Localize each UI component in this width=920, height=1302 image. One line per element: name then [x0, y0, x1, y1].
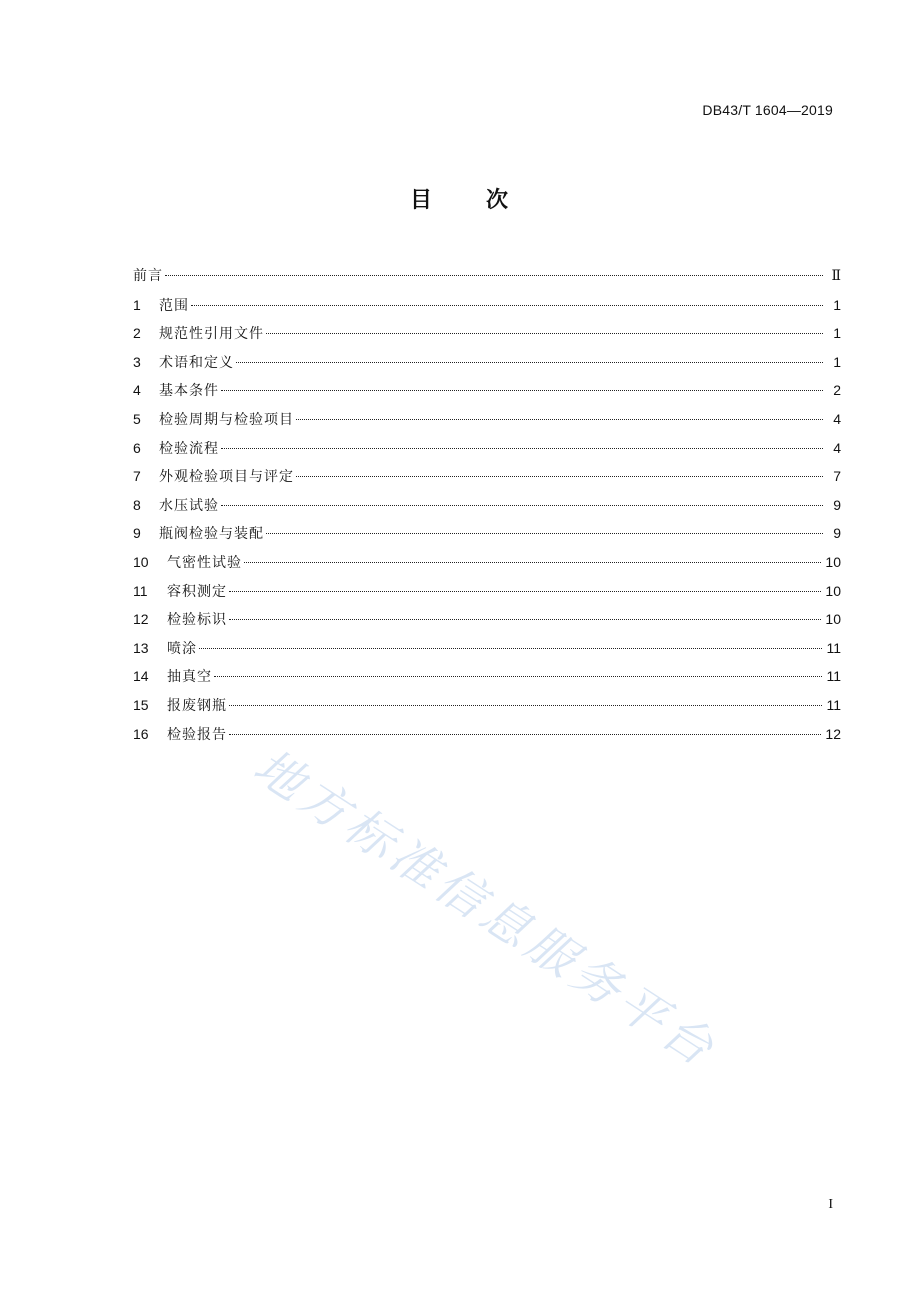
- toc-entry[interactable]: [133, 376, 841, 405]
- toc-entry-page: 9: [833, 496, 841, 513]
- toc-entry[interactable]: [133, 605, 841, 634]
- toc-entry-number: 3: [133, 353, 141, 370]
- toc-entry-page: 10: [825, 553, 841, 570]
- toc-leader-dots: [199, 648, 822, 649]
- toc-entry-number: 9: [133, 525, 141, 542]
- toc-entry[interactable]: [133, 319, 841, 348]
- toc-entry-label: 外观检验项目与评定: [159, 469, 294, 486]
- toc-entry-page: 12: [825, 725, 841, 742]
- toc-entry-number: 8: [133, 496, 141, 513]
- toc-entry-label: 抽真空: [167, 669, 212, 686]
- toc-entry[interactable]: [133, 348, 841, 377]
- toc-leader-dots: [229, 734, 821, 735]
- toc-entry-number: 11: [133, 582, 148, 599]
- toc-entry-label: 检验标识: [167, 612, 227, 629]
- toc-entry-number: 4: [133, 382, 141, 399]
- toc-entry[interactable]: [133, 291, 841, 320]
- toc-entry-number: 16: [133, 725, 149, 742]
- toc-entry-label: 容积测定: [167, 583, 227, 600]
- toc-entry-label: 检验流程: [159, 440, 219, 457]
- toc-entry[interactable]: [133, 262, 841, 291]
- toc-entry-number: 5: [133, 410, 141, 427]
- toc-leader-dots: [214, 676, 822, 677]
- toc-entry-label: 范围: [159, 297, 189, 314]
- toc-entry[interactable]: [133, 519, 841, 548]
- page-title-right: 次: [486, 188, 511, 213]
- toc-entry[interactable]: [133, 434, 841, 463]
- toc-leader-dots: [165, 275, 823, 276]
- toc-entry-label: 水压试验: [159, 497, 219, 514]
- toc-entry[interactable]: [133, 634, 841, 663]
- toc-entry-page: 1: [833, 296, 841, 313]
- toc-entry[interactable]: [133, 491, 841, 520]
- toc-leader-dots: [191, 305, 823, 306]
- toc-leader-dots: [266, 333, 823, 334]
- toc-entry-number: 6: [133, 439, 141, 456]
- toc-entry-number: 2: [133, 325, 141, 342]
- toc-entry-number: 14: [133, 668, 149, 685]
- page-title-left: 目: [409, 188, 434, 213]
- toc-entry-label: 喷涂: [167, 640, 197, 657]
- toc-leader-dots: [296, 419, 823, 420]
- toc-entry-page: 11: [826, 696, 841, 713]
- toc-leader-dots: [236, 362, 823, 363]
- toc-entry[interactable]: [133, 548, 841, 577]
- toc-entry[interactable]: [133, 577, 841, 606]
- toc-entry-label: 检验报告: [167, 726, 227, 743]
- toc-entry-number: 7: [133, 468, 141, 485]
- toc-leader-dots: [244, 562, 821, 563]
- toc-entry-page: Ⅱ: [831, 269, 841, 284]
- toc-entry-label: 规范性引用文件: [159, 326, 264, 343]
- toc-entry-page: 10: [825, 582, 841, 599]
- toc-entry-page: 10: [825, 611, 841, 628]
- toc-entry-number: 13: [133, 639, 149, 656]
- toc-leader-dots: [221, 390, 823, 391]
- toc-entry-label: 报废钢瓶: [167, 697, 227, 714]
- toc-entry-page: 4: [833, 439, 841, 456]
- toc-entry-number: 10: [133, 553, 149, 570]
- toc-entry-page: 9: [833, 525, 841, 542]
- toc-entry[interactable]: [133, 662, 841, 691]
- toc-entry-page: 11: [826, 639, 841, 656]
- toc-leader-dots: [266, 533, 823, 534]
- watermark: 地方标准信息服务平台: [243, 738, 728, 1080]
- toc-entry-page: 7: [833, 468, 841, 485]
- toc-entry-label: 前言: [133, 268, 163, 284]
- toc-entry-label: 基本条件: [159, 383, 219, 400]
- toc-entry[interactable]: [133, 462, 841, 491]
- toc-entry[interactable]: [133, 405, 841, 434]
- toc-entry[interactable]: [133, 691, 841, 720]
- toc-leader-dots: [229, 619, 821, 620]
- toc-entry-page: 4: [833, 410, 841, 427]
- page-title: [0, 183, 920, 214]
- page-number: I: [828, 1197, 833, 1212]
- toc-entry-number: 12: [133, 611, 149, 628]
- toc-leader-dots: [221, 448, 823, 449]
- toc-leader-dots: [221, 505, 823, 506]
- toc-entry-label: 检验周期与检验项目: [159, 411, 294, 428]
- toc-entry-label: 术语和定义: [159, 354, 234, 371]
- toc-entry-page: 1: [833, 353, 841, 370]
- table-of-contents: [133, 262, 841, 748]
- toc-entry-label: 瓶阀检验与装配: [159, 526, 264, 543]
- toc-entry-number: 1: [133, 296, 141, 313]
- toc-leader-dots: [229, 591, 821, 592]
- standard-code: DB43/T 1604—2019: [702, 102, 833, 118]
- toc-entry[interactable]: [133, 720, 841, 749]
- toc-entry-page: 1: [833, 325, 841, 342]
- toc-leader-dots: [229, 705, 822, 706]
- toc-leader-dots: [296, 476, 823, 477]
- toc-entry-page: 11: [826, 668, 841, 685]
- toc-entry-label: 气密性试验: [167, 554, 242, 571]
- toc-entry-page: 2: [833, 382, 841, 399]
- toc-entry-number: 15: [133, 696, 149, 713]
